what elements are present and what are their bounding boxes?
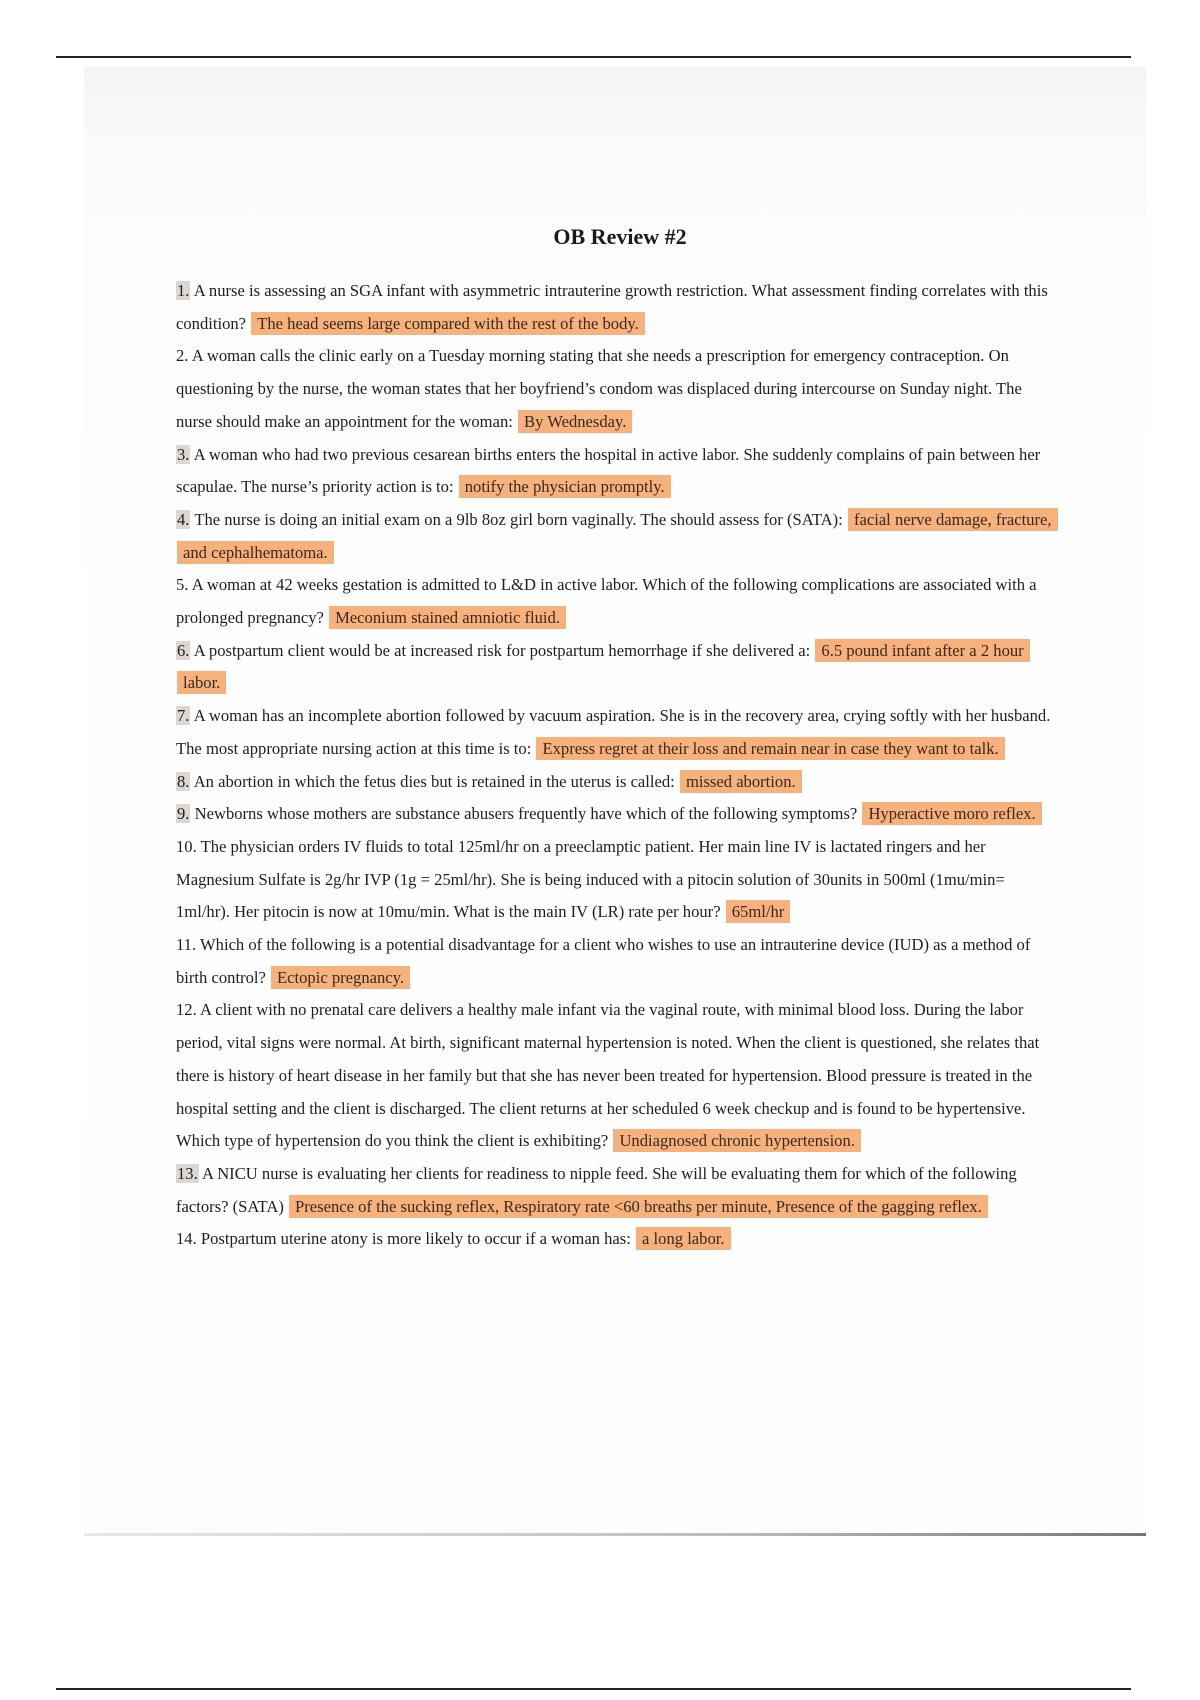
- question-list: [176, 275, 1056, 1256]
- question-text: A woman calls the clinic early on a Tuesday morning stating that she needs a prescription for emergency contraception. On questioning by the nurse, the woman states that her boyfriend’s condom was displaced during intercourse on Sunday night. The nurse should make an appointment for the woman:: [176, 346, 1022, 431]
- highlighted-answer: notify the physician promptly.: [459, 475, 671, 498]
- question-text: A nurse is assessing an SGA infant with asymmetric intrauterine growth restriction. What assessment finding correlates with this condition?: [176, 281, 1048, 333]
- list-item: [176, 275, 1056, 340]
- question-number: 9.: [177, 804, 190, 824]
- question-number: 8.: [177, 771, 190, 791]
- list-item: [176, 700, 1056, 765]
- question-number: 5.: [176, 575, 189, 595]
- highlighted-answer: Presence of the sucking reflex, Respiratory rate <60 breaths per minute, Presence of the gagging reflex.: [289, 1195, 988, 1218]
- page-title: OB Review #2: [553, 224, 687, 249]
- top-rule: [56, 56, 1131, 58]
- highlighted-answer: a long labor.: [636, 1227, 731, 1250]
- question-text: A woman at 42 weeks gestation is admitted to L&D in active labor. Which of the following complications are associated with a prolonged pregnancy?: [176, 575, 1037, 628]
- list-item: [176, 504, 1056, 569]
- question-number: 10.: [176, 836, 197, 856]
- list-item: [176, 798, 1056, 831]
- question-text: The nurse is doing an initial exam on a 9lb 8oz girl born vaginally. The should assess for (SATA):: [194, 509, 843, 529]
- question-text: A NICU nurse is evaluating her clients for readiness to nipple feed. She will be evaluating them for which of the following factors? (SATA): [176, 1163, 1017, 1216]
- highlighted-answer: By Wednesday.: [518, 410, 632, 433]
- list-item: [176, 831, 1056, 929]
- question-number: 7.: [177, 706, 190, 726]
- highlighted-answer: 6.5 pound infant after a 2 hour labor.: [177, 639, 1030, 695]
- highlighted-answer: Undiagnosed chronic hypertension.: [613, 1129, 860, 1152]
- question-number: 11.: [176, 935, 197, 955]
- question-text: A woman has an incomplete abortion followed by vacuum aspiration. She is in the recovery area, crying softly with her husband. The most appropriate nursing action at this time is to:: [176, 706, 1051, 758]
- list-item: [176, 994, 1056, 1158]
- question-text: A woman who had two previous cesarean births enters the hospital in active labor. She suddenly complains of pain between her scapulae. The nurse’s priority action is to:: [176, 444, 1041, 497]
- highlighted-answer: Ectopic pregnancy.: [271, 966, 410, 989]
- list-item: [176, 635, 1056, 700]
- highlighted-answer: facial nerve damage, fracture, and cephalhematoma.: [177, 508, 1058, 564]
- scan-edge: [84, 1533, 1146, 1536]
- question-number: 2.: [176, 346, 189, 366]
- list-item: [176, 1158, 1056, 1223]
- question-text: A client with no prenatal care delivers a healthy male infant via the vaginal route, with minimal blood loss. During the labor period, vital signs were normal. At birth, significant maternal hypertension is noted. When the client is questioned, she relates that there is history of heart disease in her family but that she has never been treated for hypertension. Blood pressure is treated in the hospital setting and the client is discharged. The client returns at her scheduled 6 week checkup and is found to be hypertensive. Which type of hypertension do you think the client is exhibiting?: [176, 1000, 1040, 1151]
- question-number: 1.: [177, 281, 190, 300]
- highlighted-answer: The head seems large compared with the rest of the body.: [251, 312, 645, 335]
- highlighted-answer: Express regret at their loss and remain near in case they want to talk.: [536, 737, 1004, 760]
- list-item: [176, 929, 1056, 994]
- list-item: [176, 1223, 1056, 1256]
- list-item: [176, 569, 1056, 634]
- list-item: [176, 439, 1056, 504]
- question-text: Which of the following is a potential disadvantage for a client who wishes to use an intrauterine device (IUD) as a method of birth control?: [176, 935, 1031, 987]
- highlighted-answer: 65ml/hr: [726, 900, 791, 923]
- question-number: 4.: [177, 509, 190, 529]
- question-text: A postpartum client would be at increased risk for postpartum hemorrhage if she delivered a:: [193, 640, 811, 660]
- question-text: The physician orders IV fluids to total 125ml/hr on a preeclamptic patient. Her main line IV is lactated ringers and her Magnesium Sulfate is 2g/hr IVP (1g = 25ml/hr). She is being induced with a pitocin solution of 30units in 500ml (1mu/min= 1ml/hr). Her pitocin is now at 10mu/min. What is the main IV (LR) rate per hour?: [176, 836, 1005, 922]
- question-number: 6.: [177, 640, 190, 660]
- bottom-rule: [56, 1688, 1131, 1690]
- question-number: 13.: [177, 1163, 198, 1183]
- list-item: [176, 340, 1056, 438]
- question-number: 3.: [177, 444, 190, 464]
- question-text: Newborns whose mothers are substance abusers frequently have which of the following symptoms?: [194, 804, 858, 824]
- question-number: 12.: [176, 1000, 197, 1020]
- question-number: 14.: [176, 1229, 197, 1249]
- question-text: Postpartum uterine atony is more likely to occur if a woman has:: [200, 1229, 631, 1249]
- highlighted-answer: Hyperactive moro reflex.: [862, 802, 1041, 825]
- highlighted-answer: Meconium stained amniotic fluid.: [329, 606, 566, 629]
- question-text: An abortion in which the fetus dies but is retained in the uterus is called:: [193, 771, 675, 791]
- highlighted-answer: missed abortion.: [680, 770, 802, 793]
- list-item: [176, 766, 1056, 799]
